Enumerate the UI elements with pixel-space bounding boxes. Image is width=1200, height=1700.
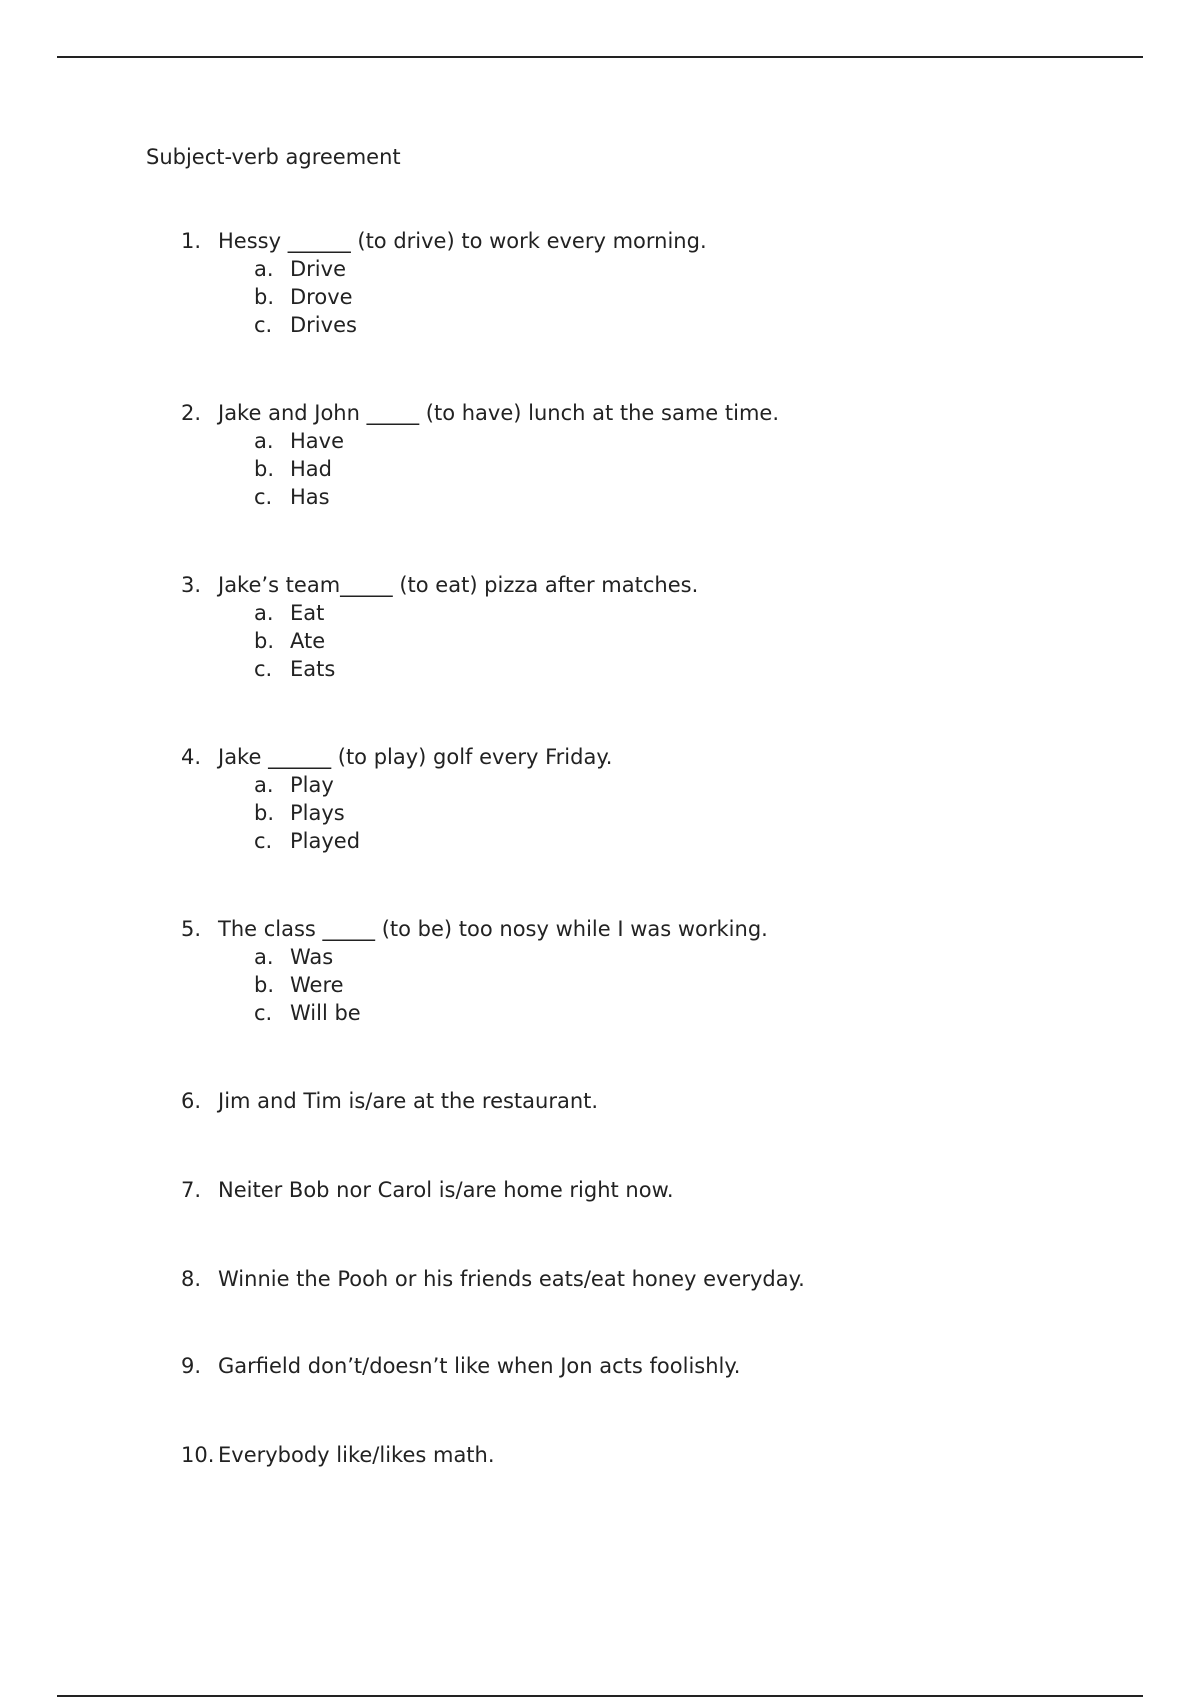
option-text: Plays (290, 801, 345, 825)
question-number: 7. (181, 1178, 202, 1202)
question-5 (181, 915, 768, 1027)
option-text: Has (290, 485, 330, 509)
question-1 (181, 227, 707, 339)
option-letter: b. (254, 973, 275, 997)
question-number: 6. (181, 1089, 202, 1113)
option-letter: a. (254, 601, 274, 625)
question-text: The class _____ (to be) too nosy while I was working. (218, 917, 768, 941)
option-letter: b. (254, 629, 275, 653)
question-number: 1. (181, 229, 202, 253)
question-9 (181, 1352, 740, 1380)
question-number: 10. (181, 1443, 215, 1467)
options-list (181, 943, 768, 1027)
option-text: Eat (290, 601, 325, 625)
question-text: Hessy ______ (to drive) to work every morning. (218, 229, 707, 253)
question-6 (181, 1087, 598, 1115)
option-item (254, 827, 612, 855)
option-letter: c. (254, 485, 273, 509)
option-text: Had (290, 457, 332, 481)
option-text: Will be (290, 1001, 361, 1025)
footer-rule (57, 1695, 1143, 1697)
question-number: 8. (181, 1267, 202, 1291)
question-number: 9. (181, 1354, 202, 1378)
question-4 (181, 743, 612, 855)
option-text: Were (290, 973, 344, 997)
document-title: Subject-verb agreement (146, 145, 401, 169)
option-item (254, 311, 707, 339)
option-letter: b. (254, 285, 275, 309)
option-item (254, 283, 707, 311)
question-8 (181, 1265, 805, 1293)
question-text: Winnie the Pooh or his friends eats/eat honey everyday. (218, 1267, 805, 1291)
question-2 (181, 399, 779, 511)
option-letter: c. (254, 313, 273, 337)
option-text: Played (290, 829, 361, 853)
header-rule (57, 56, 1143, 58)
option-text: Play (290, 773, 334, 797)
option-item (254, 455, 779, 483)
option-item (254, 655, 698, 683)
option-item (254, 427, 779, 455)
option-letter: c. (254, 1001, 273, 1025)
option-letter: a. (254, 773, 274, 797)
option-text: Have (290, 429, 345, 453)
question-3 (181, 571, 698, 683)
option-text: Was (290, 945, 334, 969)
question-number: 5. (181, 917, 202, 941)
option-letter: c. (254, 829, 273, 853)
option-text: Drive (290, 257, 346, 281)
option-item (254, 483, 779, 511)
question-text: Garfield don’t/doesn’t like when Jon acts foolishly. (218, 1354, 741, 1378)
option-item (254, 771, 612, 799)
option-letter: a. (254, 945, 274, 969)
option-text: Drives (290, 313, 357, 337)
option-text: Eats (290, 657, 336, 681)
option-item (254, 627, 698, 655)
option-letter: a. (254, 429, 274, 453)
question-7 (181, 1176, 674, 1204)
options-list (181, 255, 707, 339)
question-text: Jake and John _____ (to have) lunch at the same time. (218, 401, 779, 425)
question-text: Jim and Tim is/are at the restaurant. (218, 1089, 599, 1113)
option-item (254, 943, 768, 971)
question-text: Everybody like/likes math. (218, 1443, 495, 1467)
option-letter: c. (254, 657, 273, 681)
option-text: Drove (290, 285, 353, 309)
question-text: Neiter Bob nor Carol is/are home right now. (218, 1178, 674, 1202)
option-item (254, 255, 707, 283)
option-item (254, 999, 768, 1027)
question-number: 3. (181, 573, 202, 597)
question-number: 4. (181, 745, 202, 769)
options-list (181, 771, 612, 855)
question-10 (181, 1441, 495, 1469)
question-number: 2. (181, 401, 202, 425)
option-item (254, 599, 698, 627)
option-text: Ate (290, 629, 326, 653)
options-list (181, 599, 698, 683)
option-item (254, 971, 768, 999)
options-list (181, 427, 779, 511)
option-item (254, 799, 612, 827)
question-text: Jake’s team_____ (to eat) pizza after matches. (218, 573, 699, 597)
option-letter: b. (254, 457, 275, 481)
option-letter: a. (254, 257, 274, 281)
option-letter: b. (254, 801, 275, 825)
question-text: Jake ______ (to play) golf every Friday. (218, 745, 613, 769)
